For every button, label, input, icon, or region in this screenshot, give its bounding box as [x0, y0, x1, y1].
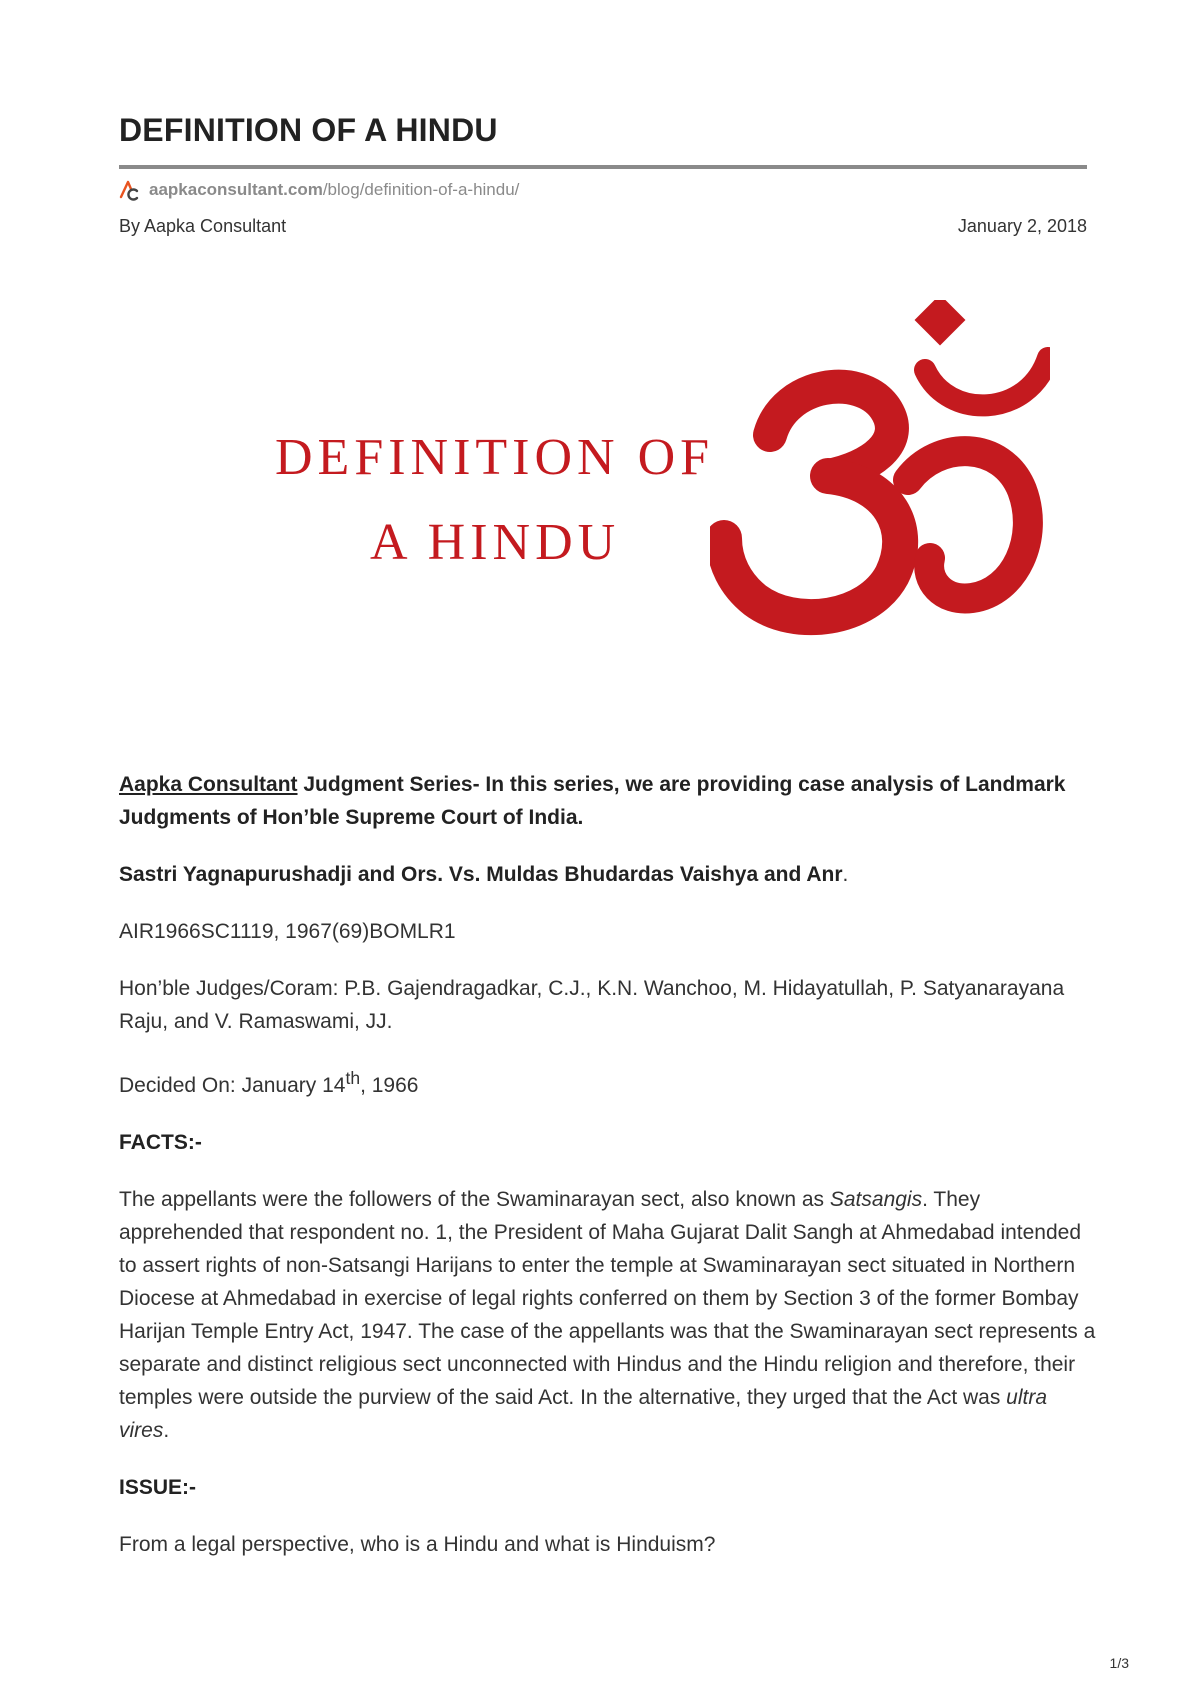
facts-text-1: The appellants were the followers of the Swaminarayan sect, also known as [119, 1188, 830, 1211]
publish-date: January 2, 2018 [957, 216, 1087, 236]
page-title: DEFINITION OF A HINDU [119, 112, 498, 148]
judges-coram: Hon’ble Judges/Coram: P.B. Gajendragadkar, C.J., K.N. Wanchoo, M. Hidayatullah, P. Satyanarayana Raju, and V. Ramaswami, JJ. [119, 977, 1065, 1033]
aapka-consultant-link[interactable]: Aapka Consultant [119, 773, 298, 796]
hero-image [250, 300, 1050, 650]
intro-text: Judgment Series- In this series, we are providing case analysis of Landmark Judgments of Hon’ble Supreme Court of India. [119, 773, 1066, 829]
case-title-end: . [842, 863, 849, 886]
decided-on [119, 1062, 1099, 1102]
issue-paragraph: From a legal perspective, who is a Hindu and what is Hinduism? [119, 1533, 716, 1556]
title-divider [119, 165, 1087, 169]
intro-paragraph [119, 768, 1099, 834]
hero-title-line-1: DEFINITION OF [275, 429, 715, 486]
decided-suffix: , 1966 [360, 1074, 419, 1097]
issue-heading: ISSUE:- [119, 1476, 197, 1499]
aapka-consultant-favicon-icon [119, 179, 139, 201]
om-icon [710, 300, 1050, 645]
case-title-paragraph [119, 858, 1099, 891]
source-path[interactable]: /blog/definition-of-a-hindu/ [322, 180, 520, 199]
decided-superscript: th [345, 1068, 361, 1088]
source-link[interactable] [119, 178, 519, 202]
facts-text-3: . [163, 1419, 170, 1442]
facts-italic-satsangis: Satsangis [829, 1188, 923, 1211]
facts-heading: FACTS:- [119, 1131, 202, 1154]
source-domain[interactable]: aapkaconsultant.com [149, 180, 323, 199]
decided-prefix: Decided On: January 14 [119, 1074, 346, 1097]
page-number: 1/3 [1109, 1655, 1129, 1671]
case-title: Sastri Yagnapurushadji and Ors. Vs. Muldas Bhudardas Vaishya and Anr [119, 863, 843, 886]
citation: AIR1966SC1119, 1967(69)BOMLR1 [119, 920, 456, 943]
facts-italic-ultra-vires: ultra vires [119, 1386, 1048, 1442]
facts-paragraph [119, 1183, 1099, 1447]
byline: By Aapka Consultant [119, 216, 287, 236]
facts-text-2: . They apprehended that respondent no. 1, the President of Maha Gujarat Dalit Sangh at Ahmedabad intended to assert rights of non-Satsangi Harijans to enter the temple at Swaminarayan sect situated in Northern Diocese at Ahmedabad in exercise of legal rights conferred on them by Section 3 of the former Bombay Harijan Temple Entry Act, 1947. The case of the appellants was that the Swaminarayan sect represents a separate and distinct religious sect unconnected with Hindus and the Hindu religion and therefore, their temples were outside the purview of the said Act. In the alternative, they urged that the Act was [119, 1188, 1096, 1409]
hero-title-line-2: A HINDU [370, 514, 621, 571]
article-body [119, 768, 1099, 1585]
